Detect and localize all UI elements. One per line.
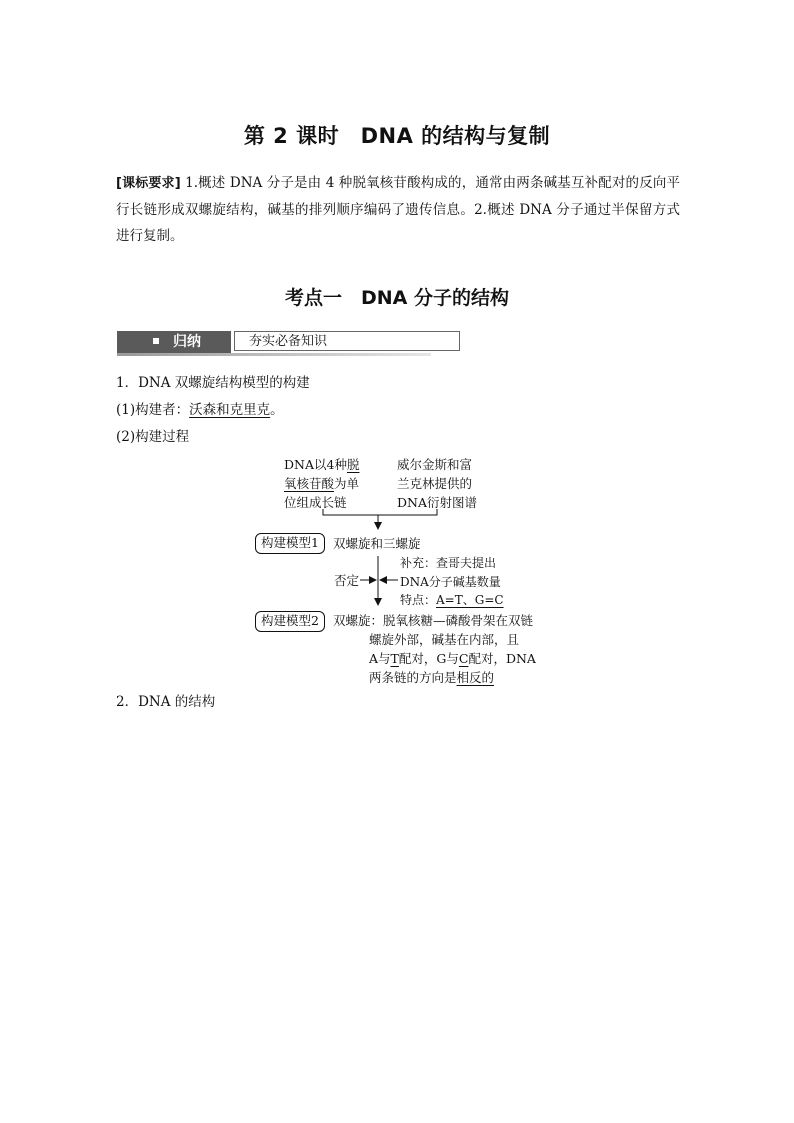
model-2-line-1: 双螺旋：脱氧核糖—磷酸骨架在双链 (333, 613, 534, 628)
right-line-1: 威尔金斯和富 (397, 457, 473, 472)
banner-subtitle: 夯实必备知识 (234, 331, 460, 351)
model-2-line-2: 螺旋外部，碱基在内部，且 (369, 632, 520, 647)
negate-label: 否定 (334, 573, 360, 588)
supplement-line-2: DNA分子碱基数量 (400, 574, 501, 589)
left-line-2-answer: 氧核苷酸 (284, 476, 335, 491)
requirement-text: 1.概述 DNA 分子是由 4 种脱氧核苷酸构成的，通常由两条碱基互补配对的反向平行长链形成双螺旋结构，碱基的排列顺序编码了遗传信息。2.概述 DNA 分子通过半保留方式进行复制。 (116, 175, 680, 244)
supplement-line-1: 补充：查哥夫提出 (400, 556, 497, 570)
model-2-line-3b: 配对，G与 (398, 651, 459, 666)
left-line-1-answer: 脱 (346, 457, 360, 472)
banner-tag-text: 归纳 (173, 334, 201, 350)
item-1-1-prefix: (1)构建者： (116, 402, 190, 418)
answer-t: T (390, 651, 399, 666)
page-title: 第 2 课时 DNA 的结构与复制 (243, 124, 551, 148)
requirement-label: [课标要求] (116, 176, 181, 191)
merge-bracket (323, 509, 437, 515)
supplement-line-3: 特点： (400, 593, 437, 607)
left-line-3: 位组成长链 (284, 495, 347, 510)
section-title: 考点一 DNA 分子的结构 (285, 287, 509, 309)
model-2-box: 构建模型2 (255, 611, 325, 632)
answer-builders: 沃森和克里克 (189, 402, 271, 418)
right-line-3: DNA衍射图谱 (397, 495, 477, 510)
model-1-box: 构建模型1 (255, 533, 325, 554)
model-1-text: 双螺旋和三螺旋 (333, 536, 421, 551)
item-1-2: (2)构建过程 (116, 429, 190, 445)
item-1-1-suffix: 。 (270, 402, 284, 418)
answer-c: C (458, 651, 469, 666)
item-2-heading: 2．DNA 的结构 (116, 694, 216, 710)
model-2-line-3c: 配对，DNA (468, 651, 536, 666)
left-line-2: 为单 (334, 476, 360, 491)
right-line-2: 兰克林提供的 (397, 476, 473, 491)
model-2-line-3a: A与 (369, 651, 391, 666)
answer-opposite: 相反的 (456, 670, 495, 685)
supplement-answer: A=T、G=C (436, 593, 504, 607)
item-1-heading: 1．DNA 双螺旋结构模型的构建 (116, 375, 310, 391)
model-2-line-4: 两条链的方向是 (369, 670, 457, 685)
left-line-1: DNA以4种 (284, 457, 347, 472)
